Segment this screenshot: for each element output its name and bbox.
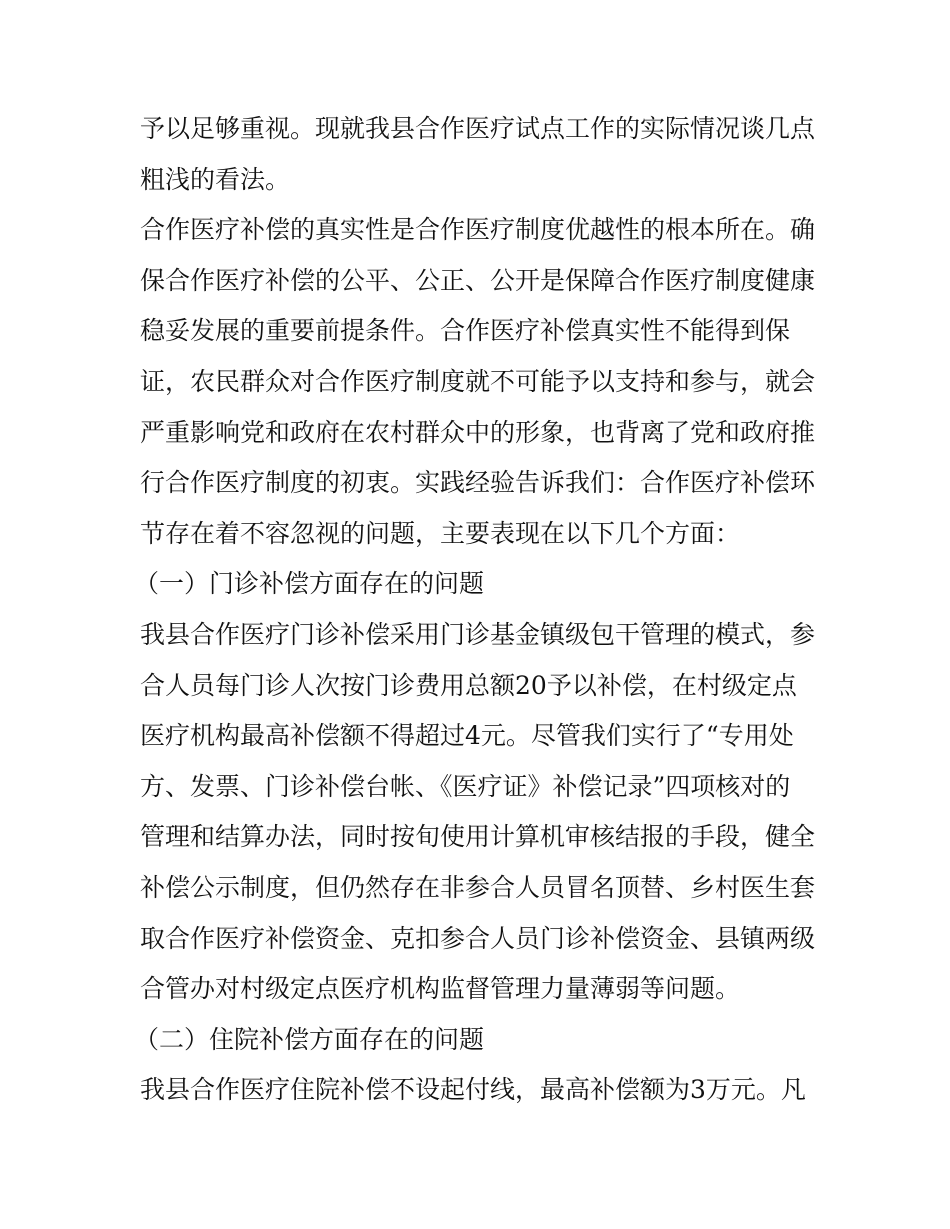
text-line: 补偿公示制度，但仍然存在非参合人员冒名顶替、乡村医生套 xyxy=(140,872,816,902)
text-line: 节存在着不容忽视的问题，主要表现在以下几个方面： xyxy=(140,518,741,548)
text-line: 管理和结算办法，同时按旬使用计算机审核结报的手段，健全 xyxy=(140,822,816,852)
text-line: 证，农民群众对合作医疗制度就不可能予以支持和参与，就会 xyxy=(140,366,816,396)
text-line: 严重影响党和政府在农村群众中的形象，也背离了党和政府推 xyxy=(140,417,816,447)
text-line: 医疗机构最高补偿额不得超过4元。尽管我们实行了“专用处 xyxy=(140,721,794,751)
text-line: 合作医疗补偿的真实性是合作医疗制度优越性的根本所在。确 xyxy=(140,215,816,245)
text-line: 稳妥发展的重要前提条件。合作医疗补偿真实性不能得到保 xyxy=(140,316,791,346)
text-line: 合人员每门诊人次按门诊费用总额20予以补偿，在村级定点 xyxy=(140,670,797,700)
text-line: 保合作医疗补偿的公平、公正、公开是保障合作医疗制度健康 xyxy=(140,265,816,295)
section-heading-outpatient: （一）门诊补偿方面存在的问题 xyxy=(134,569,485,599)
text-line: 我县合作医疗门诊补偿采用门诊基金镇级包干管理的模式，参 xyxy=(140,619,816,649)
text-line: 粗浅的看法。 xyxy=(140,164,291,194)
text-line: 我县合作医疗住院补偿不设起付线，最高补偿额为3万元。凡 xyxy=(140,1075,806,1105)
section-heading-inpatient: （二）住院补偿方面存在的问题 xyxy=(134,1024,485,1054)
text-line: 合管办对村级定点医疗机构监督管理力量薄弱等问题。 xyxy=(140,974,741,1004)
text-line: 取合作医疗补偿资金、克扣参合人员门诊补偿资金、县镇两级 xyxy=(140,923,816,953)
text-line: 方、发票、门诊补偿台帐、《医疗证》补偿记录”四项核对的 xyxy=(140,771,791,801)
text-line: 予以足够重视。现就我县合作医疗试点工作的实际情况谈几点 xyxy=(140,114,816,143)
text-line: 行合作医疗制度的初衷。实践经验告诉我们：合作医疗补偿环 xyxy=(140,468,816,498)
body-text xyxy=(134,104,820,1116)
